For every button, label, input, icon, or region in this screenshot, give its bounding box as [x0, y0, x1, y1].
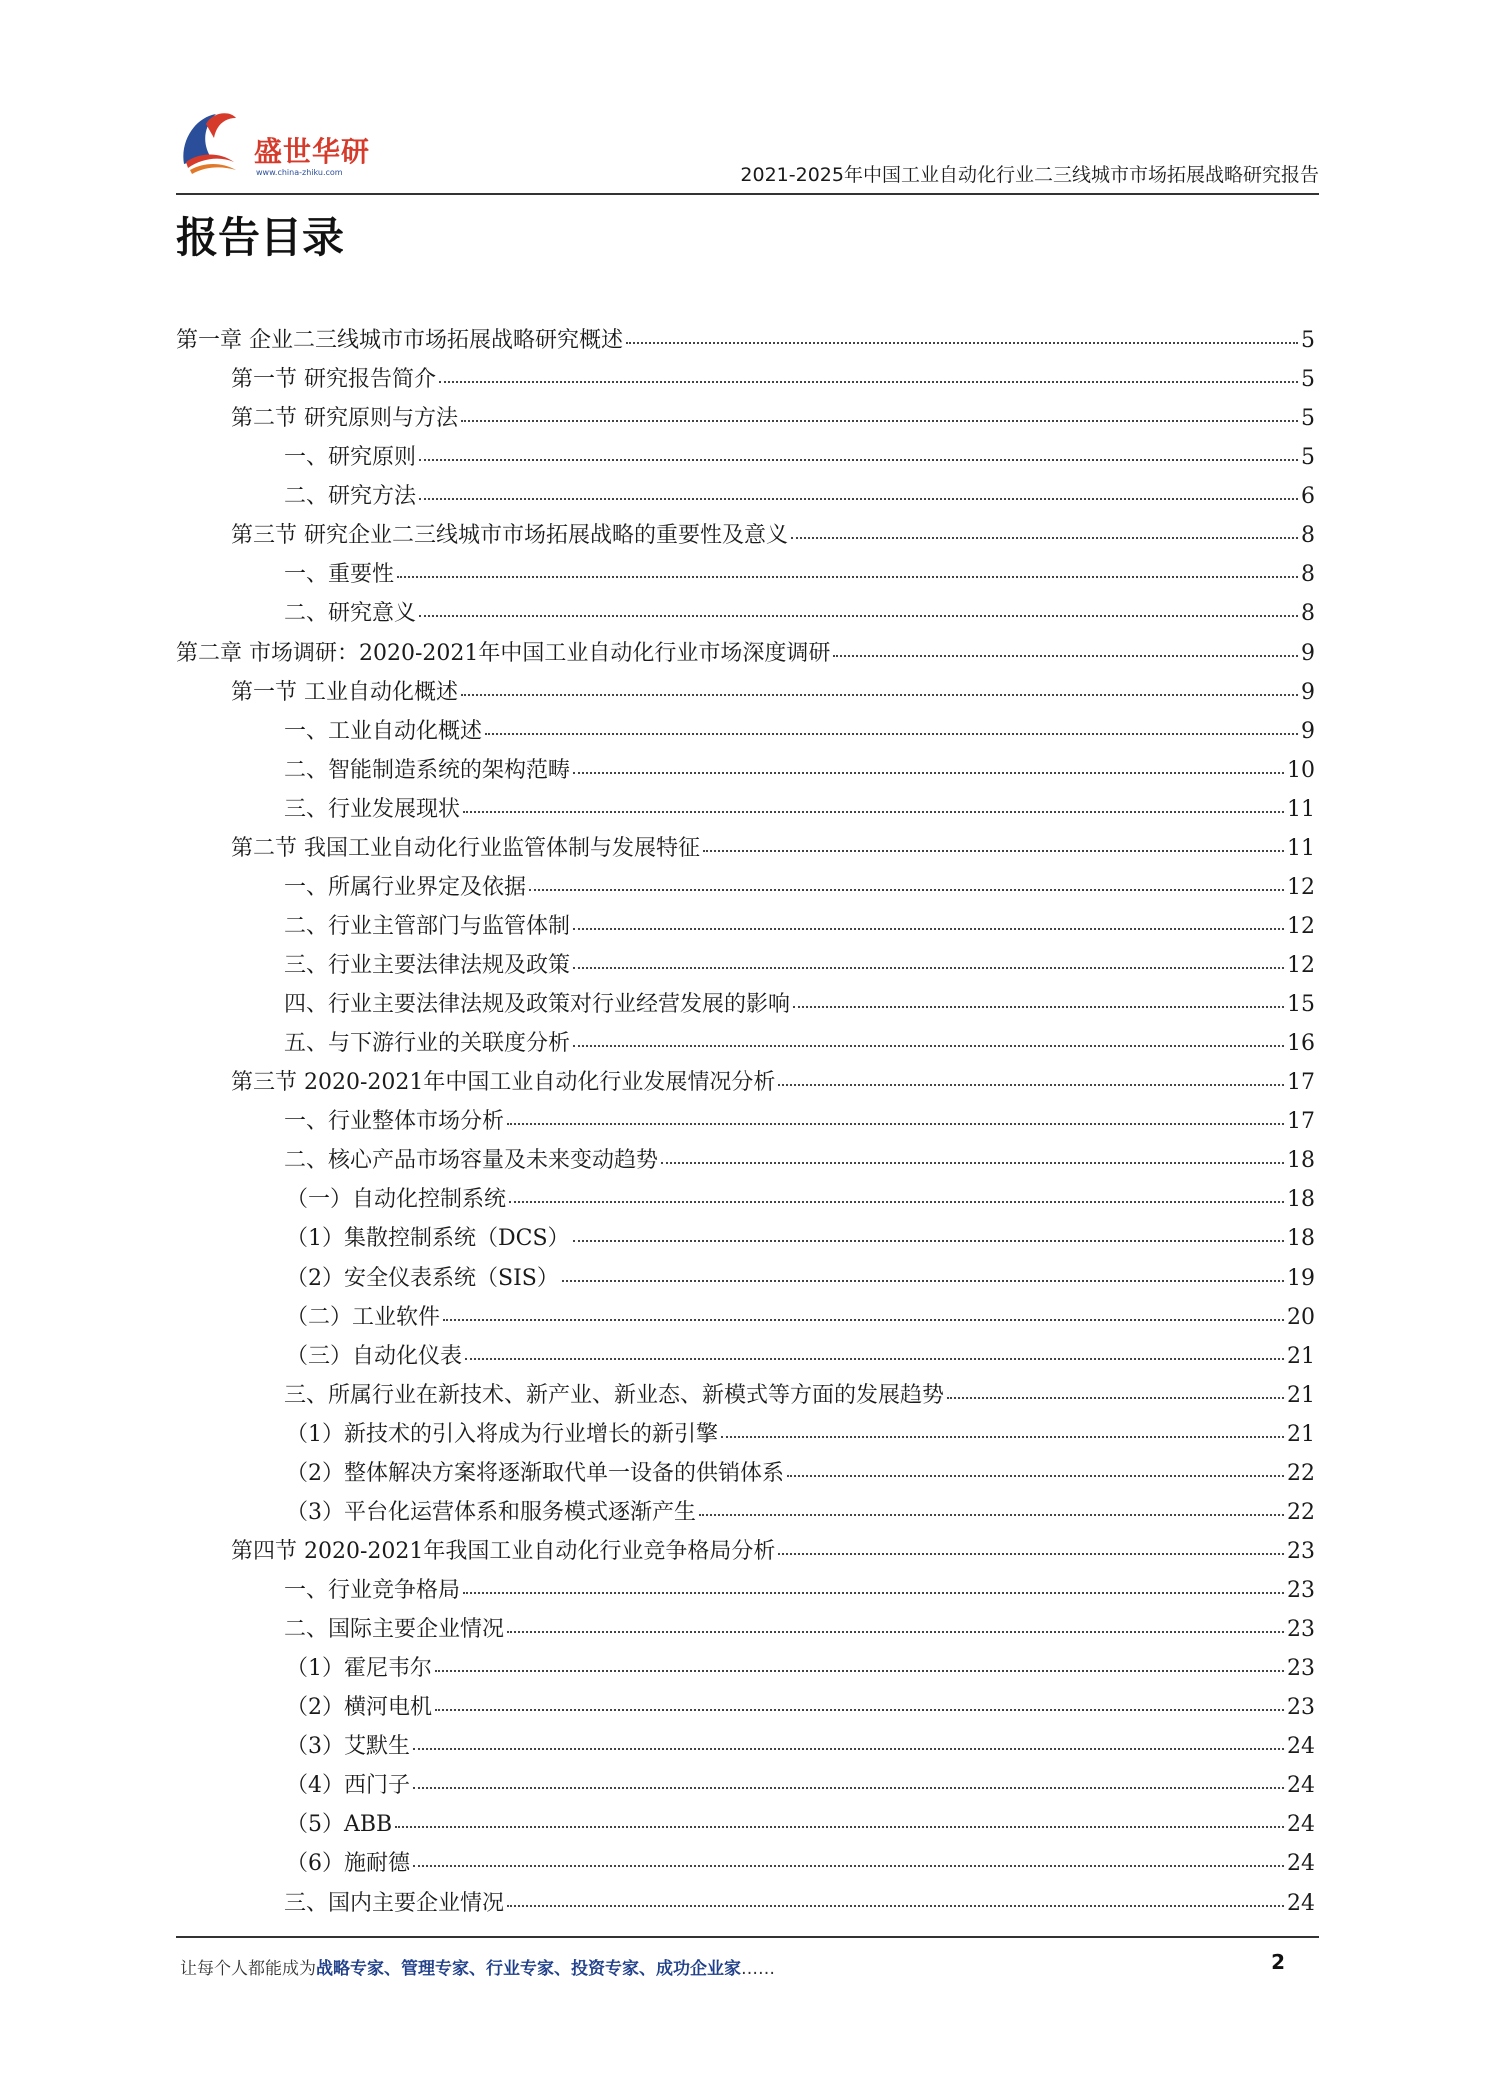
toc-entry-page: 19	[1287, 1265, 1315, 1291]
toc-entry-page: 9	[1301, 640, 1315, 666]
toc-dot-leader	[397, 576, 1298, 578]
toc-entry[interactable]	[176, 1459, 1315, 1498]
toc-entry-label: 一、研究原则	[284, 445, 417, 471]
toc-entry-label: （一）自动化控制系统	[286, 1187, 507, 1213]
toc-entry-label: （4）西门子	[286, 1773, 410, 1799]
toc-entry[interactable]	[176, 1889, 1315, 1928]
toc-entry-page: 8	[1301, 601, 1315, 627]
toc-dot-leader	[793, 1006, 1284, 1008]
toc-entry-label: 一、重要性	[284, 562, 395, 588]
toc-entry-label: 第二章 市场调研：2020-2021年中国工业自动化行业市场深度调研	[176, 640, 831, 666]
toc-dot-leader	[573, 928, 1284, 930]
toc-entry-page: 5	[1301, 445, 1315, 471]
toc-entry-label: 一、工业自动化概述	[284, 718, 483, 744]
toc-entry-page: 21	[1287, 1421, 1315, 1447]
toc-dot-leader	[573, 1240, 1284, 1242]
toc-entry-page: 24	[1287, 1773, 1315, 1799]
toc-entry-page: 18	[1287, 1148, 1315, 1174]
toc-entry-label: 第二节 我国工业自动化行业监管体制与发展特征	[231, 835, 700, 861]
toc-entry-label: （3）艾默生	[286, 1734, 410, 1760]
toc-entry-label: 第四节 2020-2021年我国工业自动化行业竞争格局分析	[231, 1538, 776, 1564]
toc-entry-label: （3）平台化运营体系和服务模式逐渐产生	[286, 1499, 696, 1525]
toc-entry-page: 21	[1287, 1382, 1315, 1408]
toc-entry-label: 一、行业整体市场分析	[284, 1109, 505, 1135]
header-divider	[176, 193, 1319, 195]
toc-entry[interactable]	[176, 404, 1315, 443]
footer-slogan-highlight: 战略专家、管理专家、行业专家、投资专家、成功企业家	[316, 1959, 741, 1979]
toc-entry-label: 四、行业主要法律法规及政策对行业经营发展的影响	[284, 992, 791, 1018]
toc-entry-label: 二、国际主要企业情况	[284, 1617, 505, 1643]
toc-entry[interactable]	[176, 365, 1315, 404]
toc-entry-page: 24	[1287, 1734, 1315, 1760]
toc-dot-leader	[791, 537, 1298, 539]
toc-dot-leader	[778, 1084, 1284, 1086]
company-logo	[176, 106, 416, 184]
toc-entry-label: （三）自动化仪表	[286, 1343, 463, 1369]
toc-entry-page: 8	[1301, 562, 1315, 588]
toc-entry[interactable]	[176, 678, 1315, 717]
toc-entry[interactable]	[176, 599, 1315, 638]
toc-entry-label: （1）集散控制系统（DCS）	[286, 1226, 570, 1252]
toc-entry-page: 22	[1287, 1499, 1315, 1525]
toc-entry-page: 16	[1287, 1031, 1315, 1057]
toc-dot-leader	[461, 420, 1298, 422]
toc-entry[interactable]	[176, 1146, 1315, 1185]
toc-dot-leader	[626, 342, 1298, 344]
toc-entry[interactable]	[176, 1342, 1315, 1381]
toc-entry[interactable]	[176, 1224, 1315, 1263]
toc-entry[interactable]	[176, 1849, 1315, 1888]
toc-entry[interactable]	[176, 795, 1315, 834]
footer-slogan-suffix: ……	[741, 1959, 775, 1979]
toc-entry-page: 9	[1301, 679, 1315, 705]
toc-dot-leader	[509, 1201, 1284, 1203]
toc-entry[interactable]	[176, 1615, 1315, 1654]
toc-entry-page: 24	[1287, 1890, 1315, 1916]
toc-entry-label: 二、研究意义	[284, 601, 417, 627]
toc-entry-label: 一、所属行业界定及依据	[284, 874, 527, 900]
logo-emblem-icon	[176, 106, 252, 182]
toc-entry-page: 21	[1287, 1343, 1315, 1369]
toc-entry[interactable]	[176, 1810, 1315, 1849]
toc-entry-page: 11	[1287, 796, 1315, 822]
toc-entry-page: 18	[1287, 1226, 1315, 1252]
toc-entry-page: 5	[1301, 328, 1315, 353]
toc-dot-leader	[463, 811, 1284, 813]
toc-dot-leader	[413, 1787, 1284, 1789]
toc-entry[interactable]	[176, 990, 1315, 1029]
toc-entry[interactable]	[176, 912, 1315, 951]
toc-entry-page: 23	[1287, 1578, 1315, 1603]
toc-dot-leader	[573, 772, 1284, 774]
toc-dot-leader	[661, 1162, 1284, 1164]
toc-entry[interactable]	[176, 1185, 1315, 1224]
toc-dot-leader	[439, 381, 1298, 383]
toc-entry[interactable]	[176, 1576, 1315, 1615]
toc-dot-leader	[787, 1475, 1284, 1477]
toc-entry[interactable]	[176, 717, 1315, 756]
toc-entry-page: 22	[1287, 1460, 1315, 1486]
toc-entry[interactable]	[176, 834, 1315, 873]
toc-entry-label: （2）安全仪表系统（SIS）	[286, 1265, 559, 1291]
toc-entry[interactable]	[176, 1068, 1315, 1107]
toc-dot-leader	[507, 1905, 1284, 1907]
toc-dot-leader	[419, 498, 1298, 500]
toc-entry-page: 5	[1301, 406, 1315, 432]
toc-entry-page: 12	[1287, 874, 1315, 900]
logo-name: 盛世华研	[254, 135, 371, 168]
toc-dot-leader	[435, 1709, 1284, 1711]
footer-slogan	[180, 1954, 775, 1979]
footer-divider	[176, 1936, 1319, 1938]
toc-entry[interactable]	[176, 951, 1315, 990]
toc-entry-page: 11	[1287, 835, 1315, 861]
toc-entry[interactable]	[176, 482, 1315, 521]
toc-entry[interactable]	[176, 560, 1315, 599]
toc-entry[interactable]	[176, 1654, 1315, 1693]
toc-entry[interactable]	[176, 1537, 1315, 1576]
toc-entry-page: 23	[1287, 1656, 1315, 1682]
toc-entry-label: 第一章 企业二三线城市市场拓展战略研究概述	[176, 328, 623, 353]
toc-entry[interactable]	[176, 639, 1315, 678]
toc-dot-leader	[443, 1319, 1284, 1321]
toc-dot-leader	[562, 1280, 1284, 1282]
toc-entry[interactable]	[176, 1303, 1315, 1342]
toc-dot-leader	[507, 1123, 1284, 1125]
toc-entry-page: 10	[1287, 757, 1315, 783]
toc-dot-leader	[395, 1826, 1284, 1828]
toc-entry-label: 三、所属行业在新技术、新产业、新业态、新模式等方面的发展趋势	[284, 1382, 945, 1408]
toc-dot-leader	[721, 1436, 1284, 1438]
toc-entry[interactable]	[176, 1029, 1315, 1068]
toc-dot-leader	[529, 889, 1284, 891]
toc-entry-label: 五、与下游行业的关联度分析	[284, 1031, 571, 1057]
toc-entry[interactable]	[176, 1264, 1315, 1303]
toc-dot-leader	[463, 1592, 1284, 1594]
toc-dot-leader	[699, 1514, 1284, 1516]
toc-entry-label: 第一节 研究报告简介	[231, 367, 436, 393]
toc-entry-page: 24	[1287, 1812, 1315, 1838]
toc-entry-label: （5）ABB	[286, 1812, 393, 1838]
toc-entry-page: 23	[1287, 1617, 1315, 1643]
toc-entry[interactable]	[176, 1771, 1315, 1810]
toc-entry-page: 6	[1301, 484, 1315, 510]
toc-entry[interactable]	[176, 1420, 1315, 1459]
toc-entry[interactable]	[176, 1381, 1315, 1420]
logo-url: www.china-zhiku.com	[256, 168, 343, 177]
toc-entry-label: 第二节 研究原则与方法	[231, 406, 458, 432]
toc-entry-page: 12	[1287, 953, 1315, 978]
toc-dot-leader	[419, 615, 1298, 617]
toc-entry-label: 二、行业主管部门与监管体制	[284, 913, 571, 939]
toc-entry-page: 15	[1287, 992, 1315, 1018]
toc-entry[interactable]	[176, 873, 1315, 912]
table-of-contents	[176, 326, 1315, 1928]
toc-entry-label: 一、行业竞争格局	[284, 1578, 461, 1603]
toc-entry-page: 17	[1287, 1109, 1315, 1135]
toc-dot-leader	[465, 1358, 1284, 1360]
page-title: 报告目录	[176, 213, 345, 262]
toc-dot-leader	[485, 733, 1298, 735]
toc-dot-leader	[507, 1631, 1284, 1633]
toc-entry-label: （二）工业软件	[286, 1304, 441, 1330]
toc-entry-label: 二、核心产品市场容量及未来变动趋势	[284, 1148, 659, 1174]
toc-entry-page: 9	[1301, 718, 1315, 744]
toc-entry[interactable]	[176, 756, 1315, 795]
toc-entry-label: （6）施耐德	[286, 1851, 410, 1877]
footer-slogan-prefix: 让每个人都能成为	[180, 1959, 316, 1979]
toc-entry-page: 17	[1287, 1070, 1315, 1096]
toc-entry-label: （2）横河电机	[286, 1695, 432, 1721]
toc-entry-label: 三、行业发展现状	[284, 796, 461, 822]
toc-entry-label: 第三节 研究企业二三线城市市场拓展战略的重要性及意义	[231, 523, 788, 549]
toc-entry[interactable]	[176, 1498, 1315, 1537]
toc-dot-leader	[703, 850, 1284, 852]
toc-dot-leader	[947, 1397, 1284, 1399]
header-title: 2021-2025年中国工业自动化行业二三线城市市场拓展战略研究报告	[740, 164, 1319, 186]
toc-entry[interactable]	[176, 1107, 1315, 1146]
toc-dot-leader	[413, 1748, 1284, 1750]
toc-entry-label: 二、研究方法	[284, 484, 417, 510]
toc-dot-leader	[778, 1553, 1284, 1555]
toc-entry-label: （2）整体解决方案将逐渐取代单一设备的供销体系	[286, 1460, 784, 1486]
toc-entry-label: 三、行业主要法律法规及政策	[284, 953, 571, 978]
toc-entry-page: 18	[1287, 1187, 1315, 1213]
toc-dot-leader	[413, 1865, 1284, 1867]
toc-dot-leader	[573, 1045, 1284, 1047]
toc-entry-page: 8	[1301, 523, 1315, 549]
toc-dot-leader	[573, 967, 1284, 969]
toc-entry-page: 24	[1287, 1851, 1315, 1877]
toc-entry-label: 二、智能制造系统的架构范畴	[284, 757, 571, 783]
toc-entry[interactable]	[176, 326, 1315, 365]
toc-entry-page: 5	[1301, 367, 1315, 393]
toc-entry-label: 第一节 工业自动化概述	[231, 679, 458, 705]
toc-dot-leader	[419, 459, 1298, 461]
toc-entry-page: 23	[1287, 1538, 1315, 1564]
toc-dot-leader	[461, 694, 1298, 696]
toc-entry[interactable]	[176, 443, 1315, 482]
toc-entry-label: （1）霍尼韦尔	[286, 1656, 432, 1682]
toc-entry-label: （1）新技术的引入将成为行业增长的新引擎	[286, 1421, 718, 1447]
toc-dot-leader	[435, 1670, 1284, 1672]
toc-entry-page: 12	[1287, 913, 1315, 939]
toc-entry[interactable]	[176, 1732, 1315, 1771]
toc-entry-label: 三、国内主要企业情况	[284, 1890, 505, 1916]
toc-entry-label: 第三节 2020-2021年中国工业自动化行业发展情况分析	[231, 1070, 776, 1096]
page-number: 2	[1271, 1950, 1285, 1974]
toc-entry[interactable]	[176, 521, 1315, 560]
toc-entry-page: 20	[1287, 1304, 1315, 1330]
toc-dot-leader	[833, 655, 1298, 657]
toc-entry[interactable]	[176, 1693, 1315, 1732]
toc-entry-page: 23	[1287, 1695, 1315, 1721]
